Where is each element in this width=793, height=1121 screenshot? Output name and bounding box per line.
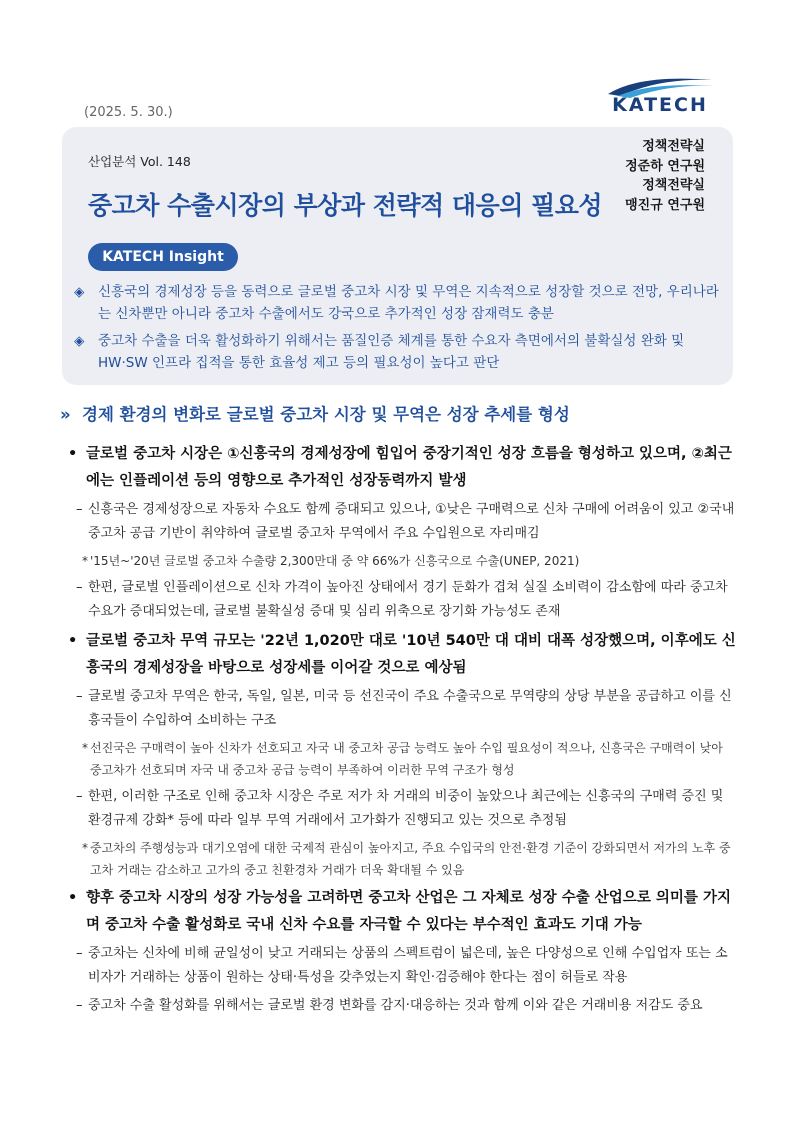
dash-item [60, 498, 736, 546]
series-volume: 산업분석 Vol. 148 [88, 154, 191, 169]
page-title: 중고차 수출시장의 부상과 전략적 대응의 필요성 [88, 191, 603, 220]
insight-badge: KATECH Insight [88, 243, 238, 271]
dash-text: 중고차는 신차에 비해 균일성이 낮고 거래되는 상품의 스펙트럼이 넓은데, 높은 다양성으로 인해 수입업자 또는 소비자가 거래하는 상품이 원하는 상태·특성을 갖추었는지 확인·검증해야 한다는 점이 허들로 작용 [88, 946, 728, 985]
bullet-text: 글로벌 중고차 시장은 ①신흥국의 경제성장에 힘입어 중장기적인 성장 흐름을 형성하고 있으며, ②최근에는 인플레이션 등의 영향으로 추가적인 성장동력까지 발생 [86, 446, 732, 489]
author-dept: 정책전략실 [642, 139, 705, 154]
insight-list [74, 281, 724, 379]
dash-icon: – [76, 502, 83, 517]
bullet-dot-icon: • [68, 446, 78, 462]
asterisk-icon: * [82, 841, 88, 855]
footnote-item [60, 737, 736, 781]
insight-text: 중고차 수출을 더욱 활성화하기 위해서는 품질인증 체계를 통한 수요자 측면에서의 불확실성 완화 및 HW·SW 인프라 집적을 통한 효율성 제고 등의 필요성이 높다고 판단 [98, 333, 685, 371]
author-list [625, 137, 705, 215]
section-heading [60, 403, 736, 427]
dash-icon: – [76, 689, 83, 704]
dash-item [60, 942, 736, 990]
insight-item [74, 330, 724, 374]
dash-icon: – [76, 946, 83, 961]
section-heading-text: 경제 환경의 변화로 글로벌 중고차 시장 및 무역은 성장 추세를 형성 [82, 405, 570, 424]
bullet-point [60, 628, 736, 682]
asterisk-icon: * [82, 554, 88, 568]
dash-icon: – [76, 789, 83, 804]
insight-item [74, 281, 724, 325]
dash-item [60, 685, 736, 733]
dash-item [60, 785, 736, 833]
footnote-text: 선진국은 구매력이 높아 신차가 선호되고 자국 내 중고차 공급 능력도 높아 수입 필요성이 적으나, 신흥국은 구매력이 낮아 중고차가 선호되며 자국 내 중고차 공급 능력이 부족하여 이러한 무역 구조가 형성 [90, 741, 723, 777]
dash-text: 한편, 이러한 구조로 인해 중고차 시장은 주로 저가 차 거래의 비중이 높았으나 최근에는 신흥국의 구매력 증진 및 환경규제 강화* 등에 따라 일부 무역 거래에서 고가화가 진행되고 있는 것으로 추정됨 [88, 789, 724, 828]
footnote-item [60, 837, 736, 881]
dash-icon: – [76, 580, 83, 595]
footnote-item [60, 550, 736, 572]
author-name: 정준하 연구원 [625, 158, 705, 174]
bullet-dot-icon: • [68, 890, 78, 906]
author-dept: 정책전략실 [642, 178, 705, 193]
dash-text: 한편, 글로벌 인플레이션으로 신차 가격이 높아진 상태에서 경기 둔화가 겹쳐 실질 소비력이 감소함에 따라 중고차 수요가 증대되었는데, 글로벌 불확실성 증대 및 심리 위축으로 장기화 가능성도 존재 [88, 580, 728, 619]
bullet-point [60, 441, 736, 495]
dash-text: 신흥국은 경제성장으로 자동차 수요도 함께 증대되고 있으나, ①낮은 구매력으로 신차 구매에 어려움이 있고 ②국내 중고차 공급 기반이 취약하여 글로벌 중고차 무역에서 주요 수입원으로 자리매김 [88, 502, 735, 541]
footnote-text: 중고차의 주행성능과 대기오염에 대한 국제적 관심이 높아지고, 주요 수입국의 안전·환경 기준이 강화되면서 저가의 노후 중고차 거래는 감소하고 고가의 중고 친환경차 거래가 더욱 확대될 수 있음 [90, 841, 731, 877]
dash-icon: – [76, 998, 83, 1013]
bullet-text: 향후 중고차 시장의 성장 가능성을 고려하면 중고차 산업은 그 자체로 성장 수출 산업으로 의미를 가지며 중고차 수출 활성화로 국내 신차 수요를 자극할 수 있다는 부수적인 효과도 기대 가능 [86, 890, 731, 933]
asterisk-icon: * [82, 741, 88, 755]
bullet-text: 글로벌 중고차 무역 규모는 '22년 1,020만 대로 '10년 540만 대 대비 대폭 성장했으며, 이후에도 신흥국의 경제성장을 바탕으로 성장세를 이어갈 것으로 예상됨 [86, 633, 736, 676]
dash-item [60, 576, 736, 624]
dash-text: 중고차 수출 활성화를 위해서는 글로벌 환경 변화를 감지·대응하는 것과 함께 이와 같은 거래비용 저감도 중요 [88, 998, 703, 1013]
katech-logo [600, 72, 720, 124]
footnote-text: '15년~'20년 글로벌 중고차 수출량 2,300만대 중 약 66%가 신흥국으로 수출(UNEP, 2021) [90, 554, 580, 568]
report-date: (2025. 5. 30.) [84, 105, 173, 120]
author-name: 맹진규 연구원 [625, 197, 705, 213]
dash-item [60, 994, 736, 1018]
diamond-bullet-icon: ◈ [74, 333, 85, 349]
double-chevron-icon: » [60, 405, 71, 424]
report-body [60, 403, 736, 1022]
logo-text: KATECH [612, 94, 708, 116]
bullet-dot-icon: • [68, 633, 78, 649]
bullet-point [60, 885, 736, 939]
diamond-bullet-icon: ◈ [74, 284, 85, 300]
dash-text: 글로벌 중고차 무역은 한국, 독일, 일본, 미국 등 선진국이 주요 수출국으로 무역량의 상당 부분을 공급하고 이를 신흥국들이 수입하여 소비하는 구조 [88, 689, 732, 728]
insight-text: 신흥국의 경제성장 등을 동력으로 글로벌 중고차 시장 및 무역은 지속적으로 성장할 것으로 전망, 우리나라는 신차뿐만 아니라 중고차 수출에서도 강국으로 추가적인 성장 잠재력도 충분 [98, 284, 719, 322]
